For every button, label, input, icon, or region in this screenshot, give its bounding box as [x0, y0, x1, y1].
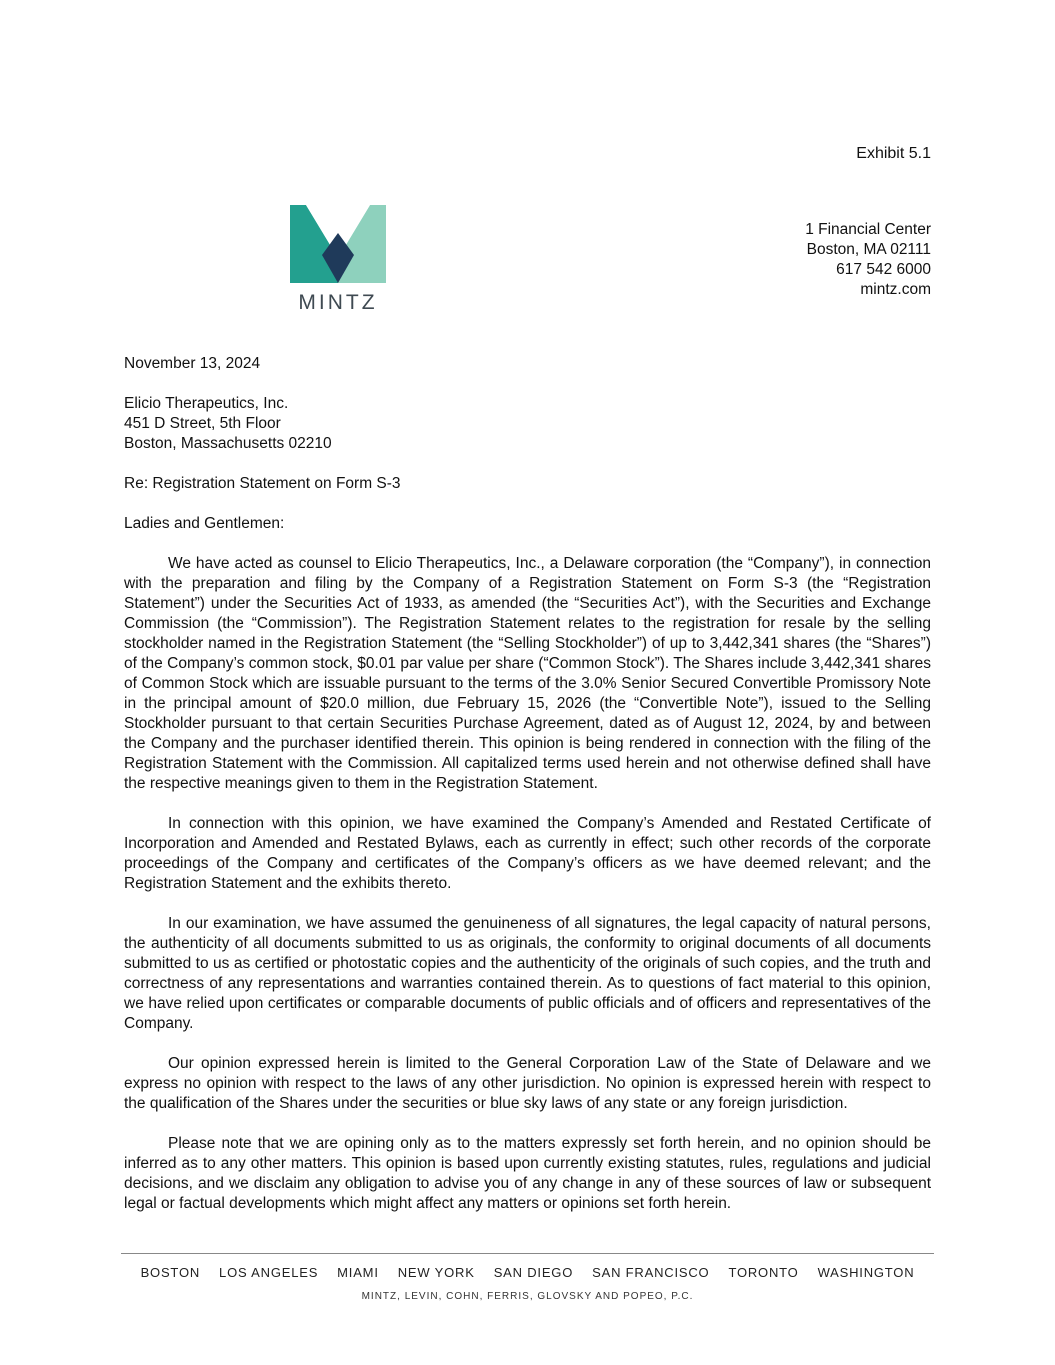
exhibit-label: Exhibit 5.1	[856, 145, 931, 162]
recipient-name: Elicio Therapeutics, Inc.	[124, 395, 289, 412]
footer-city: SAN DIEGO	[493, 1265, 574, 1280]
footer-city: LOS ANGELES	[219, 1265, 319, 1280]
paragraph-3: In our examination, we have assumed the genuineness of all signatures, the legal capacity of natural persons, the authenticity of all documents submitted to us as originals, the conformity to original documents of all documents submitted to us as certified or photostatic copies and the authenticity of the originals of such copies, and the truth and correctness of any representations and warranties contained therein. As to questions of fact material to this opinion, we have relied upon certificates or comparable documents of public officials and of officers and representatives of the Company.	[124, 915, 931, 1032]
footer-city: NEW YORK	[397, 1265, 475, 1280]
mintz-logo	[288, 203, 392, 315]
letter-date: November 13, 2024	[124, 355, 261, 372]
footer-firm-name: MINTZ, LEVIN, COHN, FERRIS, GLOVSKY AND POPEO, P.C.	[361, 1291, 694, 1302]
footer-cities	[121, 1265, 934, 1280]
footer-city: WASHINGTON	[817, 1265, 915, 1280]
address-line2: Boston, MA 02111	[806, 241, 931, 258]
paragraph-1: We have acted as counsel to Elicio Therapeutics, Inc., a Delaware corporation (the “Company”), in connection with the preparation and filing by the Company of a Registration Statement on Form S-3 (the “Registration Statement”) under the Securities Act of 1933, as amended (the “Securities Act”), with the Securities and Exchange Commission (the “Commission”). The Registration Statement relates to the registration for resale by the selling stockholder named in the Registration Statement (the “Selling Stockholder”) of up to 3,442,341 shares (the “Shares”) of the Company’s common stock, $0.01 par value per share (“Common Stock”). The Shares include 3,442,341 shares of Common Stock which are issuable pursuant to the terms of the 3.0% Senior Secured Convertible Promissory Note in the principal amount of $20.0 million, due February 15, 2026 (the “Convertible Note”), issued to the Selling Stockholder pursuant to that certain Securities Purchase Agreement, dated as of August 12, 2024, by and between the Company and the purchaser identified therein. This opinion is being rendered in connection with the filing of the Registration Statement with the Commission. All capitalized terms used herein and not otherwise defined shall have the respective meanings given to them in the Registration Statement.	[124, 555, 931, 792]
footer-city: BOSTON	[140, 1265, 201, 1280]
paragraph-2: In connection with this opinion, we have examined the Company’s Amended and Restated Certificate of Incorporation and Amended and Restated Bylaws, each as currently in effect; such other records of the corporate proceedings of the Company and certificates of the Company’s officers as we have deemed relevant; and the Registration Statement and the exhibits thereto.	[124, 815, 931, 892]
address-phone: 617 542 6000	[836, 261, 931, 278]
logo-wordmark: MINTZ	[298, 291, 378, 314]
footer-city: MIAMI	[337, 1265, 379, 1280]
recipient-street: 451 D Street, 5th Floor	[124, 415, 281, 432]
footer-city: TORONTO	[728, 1265, 799, 1280]
paragraph-4: Our opinion expressed herein is limited to the General Corporation Law of the State of Delaware and we express no opinion with respect to the laws of any other jurisdiction. No opinion is expressed herein with respect to the qualification of the Shares under the securities or blue sky laws of any state or any foreign jurisdiction.	[124, 1055, 931, 1112]
address-web: mintz.com	[860, 281, 931, 298]
re-line: Re: Registration Statement on Form S-3	[124, 475, 401, 492]
footer-city: SAN FRANCISCO	[592, 1265, 710, 1280]
letter-body	[124, 354, 931, 1234]
mintz-logo-mark-icon	[288, 203, 388, 285]
firm-address	[805, 220, 931, 300]
address-line1: 1 Financial Center	[805, 221, 931, 238]
recipient-block	[124, 394, 931, 454]
footer-divider	[121, 1253, 934, 1254]
paragraph-5: Please note that we are opining only as to the matters expressly set forth herein, and no opinion should be inferred as to any other matters. This opinion is based upon currently existing statutes, rules, regulations and judicial decisions, and we disclaim any obligation to advise you of any change in any of these sources of law or subsequent legal or factual developments which might affect any matters or opinions set forth herein.	[124, 1135, 931, 1212]
recipient-city: Boston, Massachusetts 02210	[124, 435, 332, 452]
salutation: Ladies and Gentlemen:	[124, 515, 285, 532]
